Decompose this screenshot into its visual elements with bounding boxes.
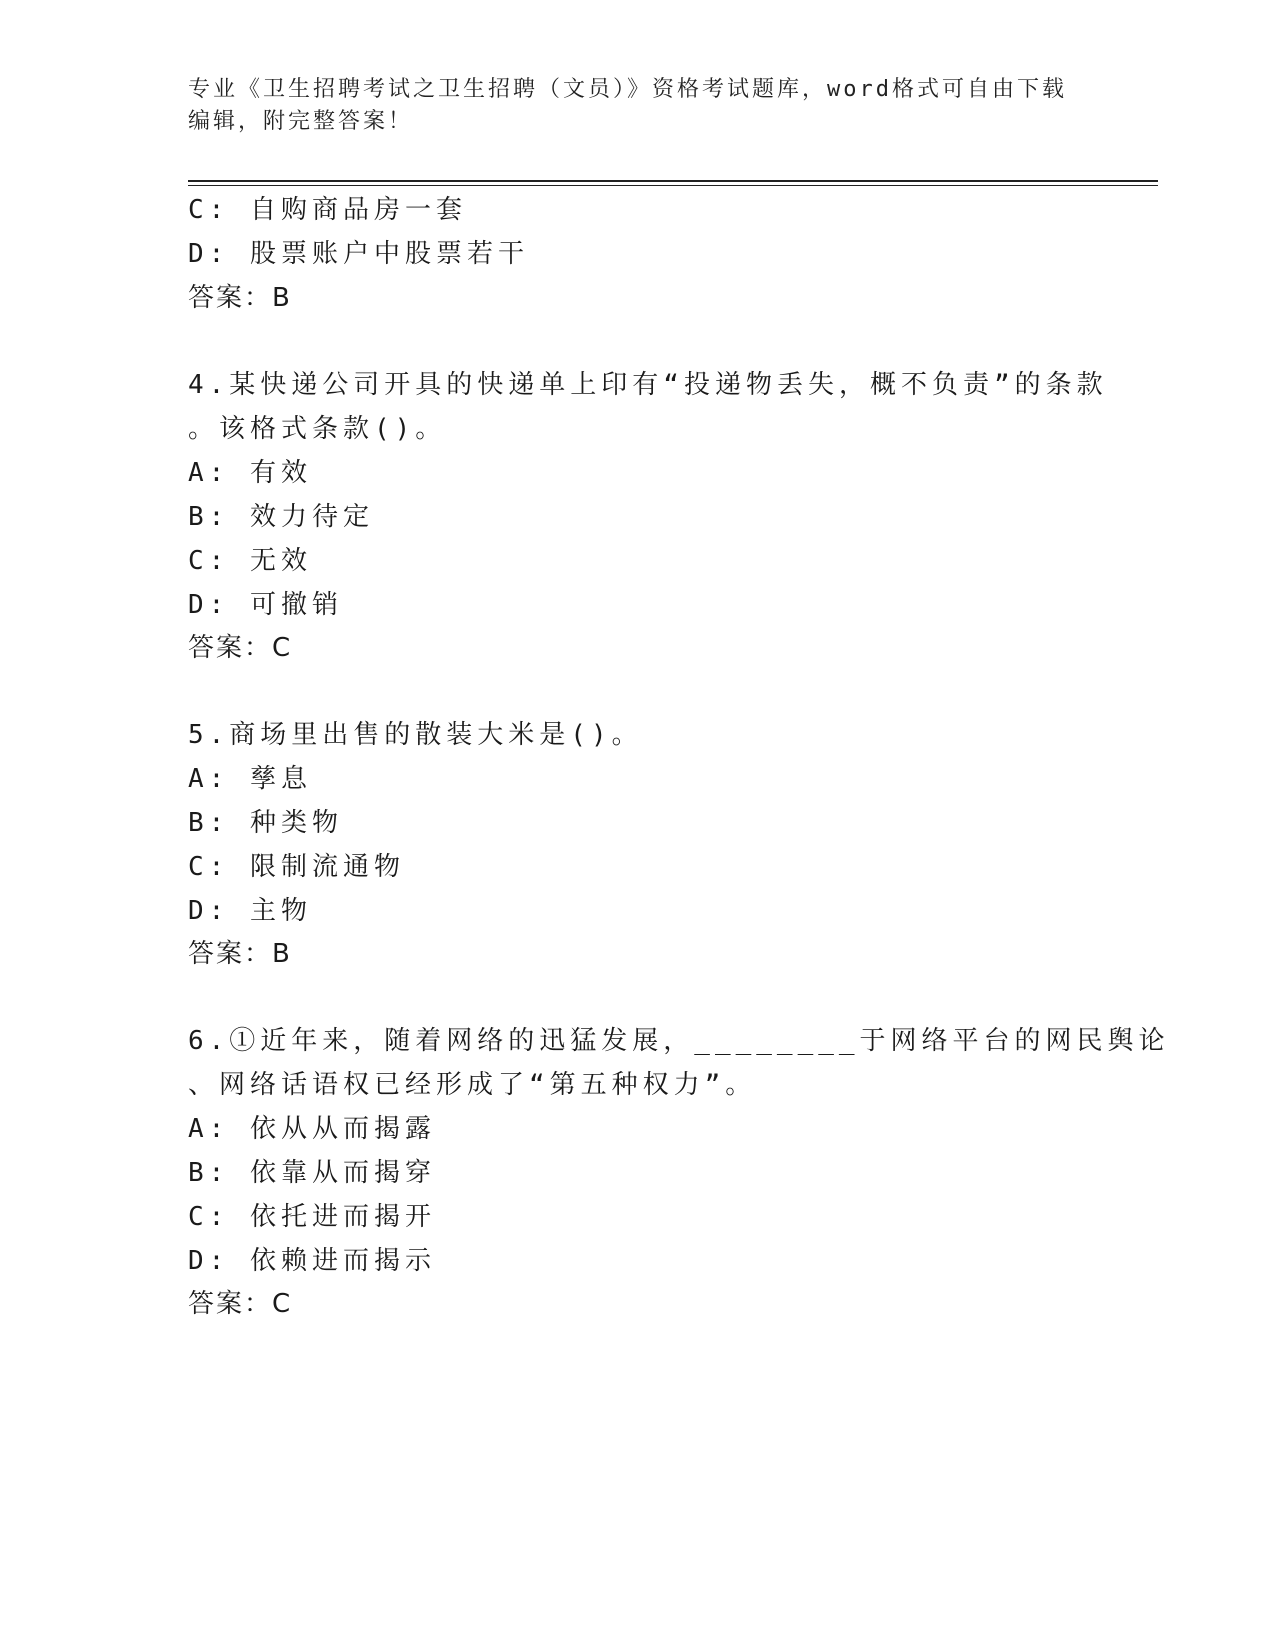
header-line-1: 专业《卫生招聘考试之卫生招聘（文员）》资格考试题库，word格式可自由下载	[188, 77, 1067, 102]
header-divider-thick	[188, 180, 1158, 182]
q6-option-b: B: 依靠从而揭穿	[188, 1158, 436, 1188]
header-divider-thin	[188, 185, 1158, 186]
q6-answer: 答案：C	[188, 1289, 293, 1319]
q6-stem-line-1: 6.①近年来，随着网络的迅猛发展，________于网络平台的网民舆论	[188, 1026, 1170, 1056]
q3-option-c: C: 自购商品房一套	[188, 195, 467, 225]
q6-option-a: A: 依从从而揭露	[188, 1114, 436, 1144]
q5-option-c: C: 限制流通物	[188, 852, 405, 882]
q4-answer: 答案：C	[188, 633, 293, 663]
q6-stem-line-2: 、网络话语权已经形成了“第五种权力”。	[188, 1070, 757, 1100]
q4-option-a: A: 有效	[188, 458, 312, 488]
header-line-2: 编辑，附完整答案！	[188, 109, 414, 134]
q4-option-b: B: 效力待定	[188, 502, 374, 532]
document-header	[188, 74, 1088, 138]
q4-stem-line-2: 。该格式条款()。	[188, 414, 447, 444]
q5-answer: 答案：B	[188, 939, 292, 969]
q5-option-b: B: 种类物	[188, 808, 343, 838]
q5-option-d: D: 主物	[188, 896, 312, 926]
q3-option-d: D: 股票账户中股票若干	[188, 239, 529, 269]
q5-option-a: A: 孳息	[188, 764, 312, 794]
q4-option-c: C: 无效	[188, 546, 312, 576]
q6-option-d: D: 依赖进而揭示	[188, 1246, 436, 1276]
q5-stem: 5.商场里出售的散装大米是()。	[188, 720, 643, 750]
q4-option-d: D: 可撤销	[188, 590, 343, 620]
q6-option-c: C: 依托进而揭开	[188, 1202, 436, 1232]
q4-stem-line-1: 4.某快递公司开具的快递单上印有“投递物丢失，概不负责”的条款	[188, 370, 1108, 400]
q3-answer: 答案：B	[188, 283, 292, 313]
